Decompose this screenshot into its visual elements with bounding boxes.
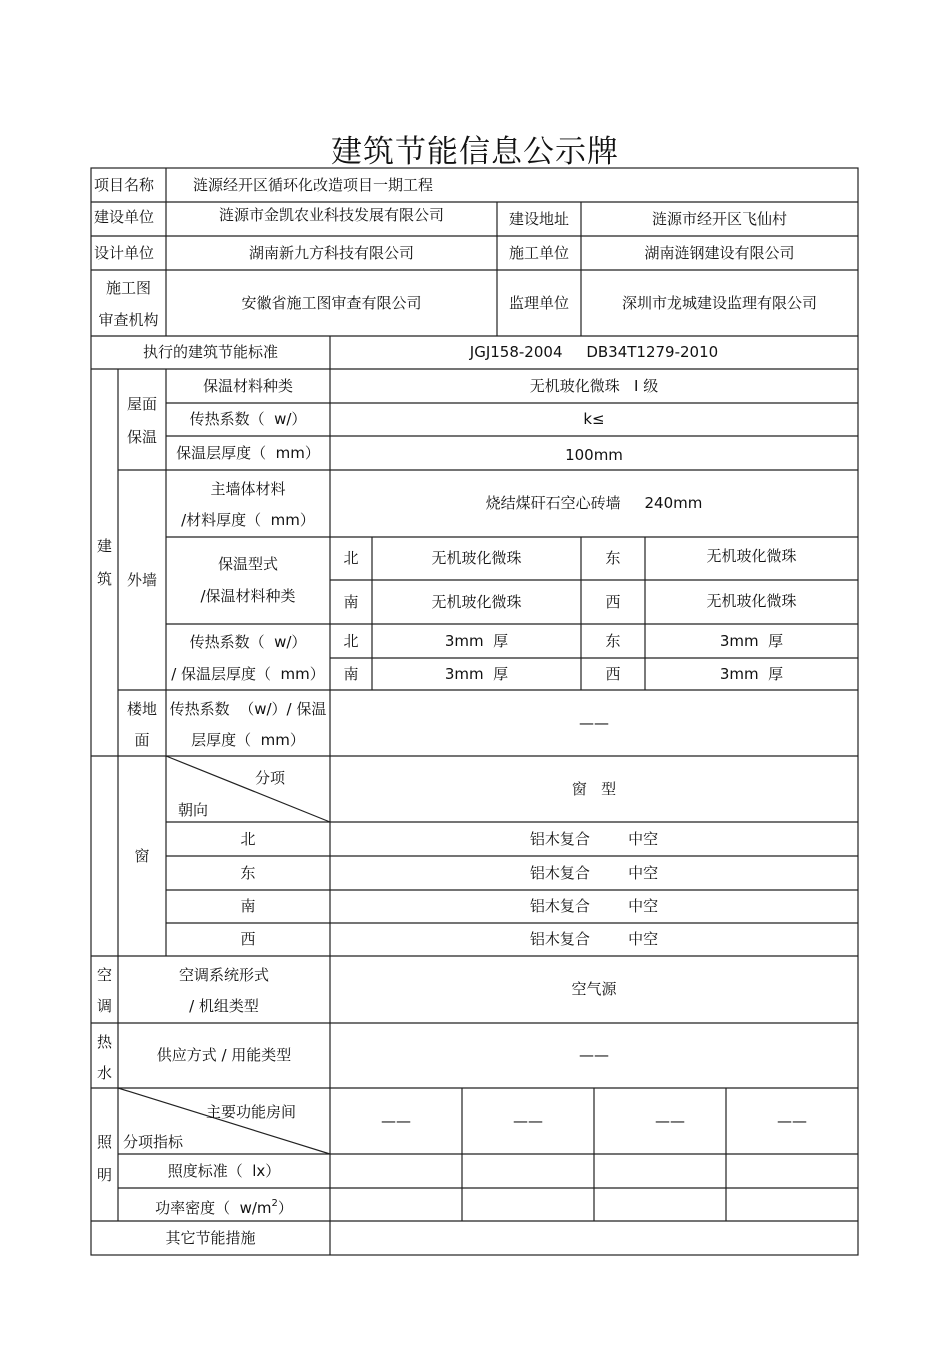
review-label-line-1: 施工图 — [105, 278, 151, 297]
site-value: 涟源市经开区飞仙村 — [651, 209, 787, 228]
illuminance-label: 照度标准（ lx） — [167, 1161, 281, 1180]
building-label — [91, 530, 118, 596]
wall-type-label-2: /保温材料种类 — [200, 586, 296, 605]
wall-main: 烧结煤矸石空心砖墙 240mm — [485, 494, 703, 512]
wall-dir-east: 东 — [605, 549, 621, 567]
aircon-label-2: 调 — [96, 997, 112, 1015]
power-density-sup: 2 — [271, 1198, 278, 1209]
window-type-header: 窗 型 — [571, 779, 617, 798]
hotwater-label-2: 水 — [96, 1064, 112, 1082]
window-type-north: 铝木复合 中空 — [529, 829, 659, 848]
wall-type-east: 无机玻化微珠 — [706, 547, 797, 565]
lighting-room-2: —— — [513, 1111, 543, 1130]
aircon-item-2: / 机组类型 — [189, 997, 259, 1015]
wall-type-west: 无机玻化微珠 — [706, 591, 797, 610]
power-density-close: ） — [277, 1198, 293, 1217]
floor-k-label-2: 层厚度（ mm） — [191, 731, 305, 749]
lighting-label — [91, 1126, 118, 1192]
floor-label-2: 面 — [134, 731, 150, 749]
standard-value: JGJ158-2004 DB34T1279-2010 — [469, 343, 719, 361]
builder-label: 建设单位 — [94, 207, 155, 226]
hotwater-value: —— — [579, 1046, 609, 1064]
window-label: 窗 — [134, 846, 150, 865]
supervisor-label: 监理单位 — [508, 293, 569, 312]
lighting-diag-top: 主要功能房间 — [205, 1102, 296, 1121]
window-type-west: 铝木复合 中空 — [529, 930, 659, 948]
wall-main-label — [166, 474, 330, 536]
floor-k-label — [166, 694, 330, 756]
roof-k: k≤ — [583, 410, 605, 428]
aircon-item — [118, 960, 330, 1022]
wall-k-dir-north: 北 — [343, 631, 359, 650]
aircon-item-1: 空调系统形式 — [178, 966, 269, 984]
power-density-text: 功率密度（ w/m — [155, 1198, 272, 1217]
aircon-label — [91, 960, 118, 1022]
designer-label: 设计单位 — [94, 243, 155, 262]
roof-label-1: 屋面 — [126, 395, 157, 413]
building-label-1: 建 — [96, 537, 112, 555]
page-title: 建筑节能信息公示牌 — [331, 134, 619, 170]
roof-thickness-label: 保温层厚度（ mm） — [176, 443, 320, 462]
wall-dir-north: 北 — [343, 549, 359, 567]
contractor-value: 湖南涟钢建设有限公司 — [644, 243, 795, 262]
wall-thick-south: 3mm 厚 — [444, 664, 509, 683]
roof-label-2: 保温 — [126, 428, 157, 446]
floor-label — [118, 694, 166, 756]
window-dir-north: 北 — [240, 829, 256, 848]
wall-thick-west: 3mm 厚 — [719, 664, 784, 683]
wall-main-label-2: /材料厚度（ mm） — [181, 511, 315, 529]
designer-value: 湖南新九方科技有限公司 — [248, 243, 414, 262]
wall-type-south: 无机玻化微珠 — [431, 592, 522, 611]
other-measures-label: 其它节能措施 — [165, 1228, 256, 1247]
roof-material: 无机玻化微珠 I 级 — [529, 376, 659, 395]
project-name-label: 项目名称 — [94, 175, 155, 194]
hotwater-label-1: 热 — [96, 1033, 112, 1051]
standard-label: 执行的建筑节能标准 — [142, 343, 278, 361]
wall-thick-north: 3mm 厚 — [444, 631, 509, 650]
wall-k-label-1: 传热系数（ w/） — [189, 632, 307, 651]
supervisor-value: 深圳市龙城建设监理有限公司 — [621, 293, 817, 312]
window-diag-top: 分项 — [254, 768, 285, 787]
builder-value: 涟源市金凯农业科技发展有限公司 — [218, 205, 444, 224]
lighting-room-4: —— — [777, 1111, 807, 1130]
lighting-label-2: 明 — [96, 1166, 112, 1184]
window-dir-east: 东 — [240, 863, 256, 882]
aircon-label-1: 空 — [96, 966, 112, 984]
lighting-label-1: 照 — [96, 1133, 112, 1151]
window-dir-west: 西 — [240, 930, 256, 948]
wall-k-dir-west: 西 — [605, 664, 621, 683]
roof-k-label: 传热系数（ w/） — [189, 410, 307, 428]
wall-k-dir-east: 东 — [605, 631, 621, 650]
review-label — [91, 272, 166, 336]
wall-main-label-1: 主墙体材料 — [210, 480, 286, 498]
hotwater-label — [91, 1027, 118, 1089]
roof-label — [118, 388, 166, 454]
hotwater-item: 供应方式 / 用能类型 — [156, 1046, 292, 1064]
wall-k-label — [166, 626, 330, 690]
roof-material-label: 保温材料种类 — [202, 376, 293, 395]
window-diag-bottom: 朝向 — [177, 800, 208, 819]
project-name: 涟源经开区循环化改造项目一期工程 — [193, 175, 434, 194]
window-type-south: 铝木复合 中空 — [529, 897, 659, 915]
building-label-2: 筑 — [96, 570, 112, 588]
lighting-diag-bottom: 分项指标 — [122, 1132, 183, 1151]
wall-type-label-1: 保温型式 — [217, 554, 278, 573]
wall-dir-south: 南 — [343, 592, 359, 611]
wall-thick-east: 3mm 厚 — [719, 631, 784, 650]
floor-label-1: 楼地 — [126, 700, 157, 718]
lighting-room-3: —— — [655, 1111, 685, 1130]
window-type-east: 铝木复合 中空 — [529, 863, 659, 882]
aircon-value: 空气源 — [571, 980, 617, 998]
wall-label: 外墙 — [126, 570, 157, 589]
window-dir-south: 南 — [240, 897, 256, 915]
roof-thickness: 100mm — [565, 445, 623, 464]
wall-type-north: 无机玻化微珠 — [431, 549, 522, 567]
floor-k-label-1: 传热系数 （w/）/ 保温 — [169, 700, 327, 718]
wall-k-label-2: / 保温层厚度（ mm） — [171, 664, 325, 683]
site-label: 建设地址 — [508, 209, 569, 228]
review-value: 安徽省施工图审查有限公司 — [241, 293, 422, 312]
floor-value: —— — [579, 713, 609, 732]
wall-dir-west: 西 — [605, 592, 621, 611]
lighting-room-1: —— — [381, 1111, 411, 1130]
wall-k-dir-south: 南 — [343, 664, 359, 683]
wall-type-label — [166, 548, 330, 612]
contractor-label: 施工单位 — [508, 243, 569, 262]
review-label-line-2: 审查机构 — [98, 310, 159, 329]
